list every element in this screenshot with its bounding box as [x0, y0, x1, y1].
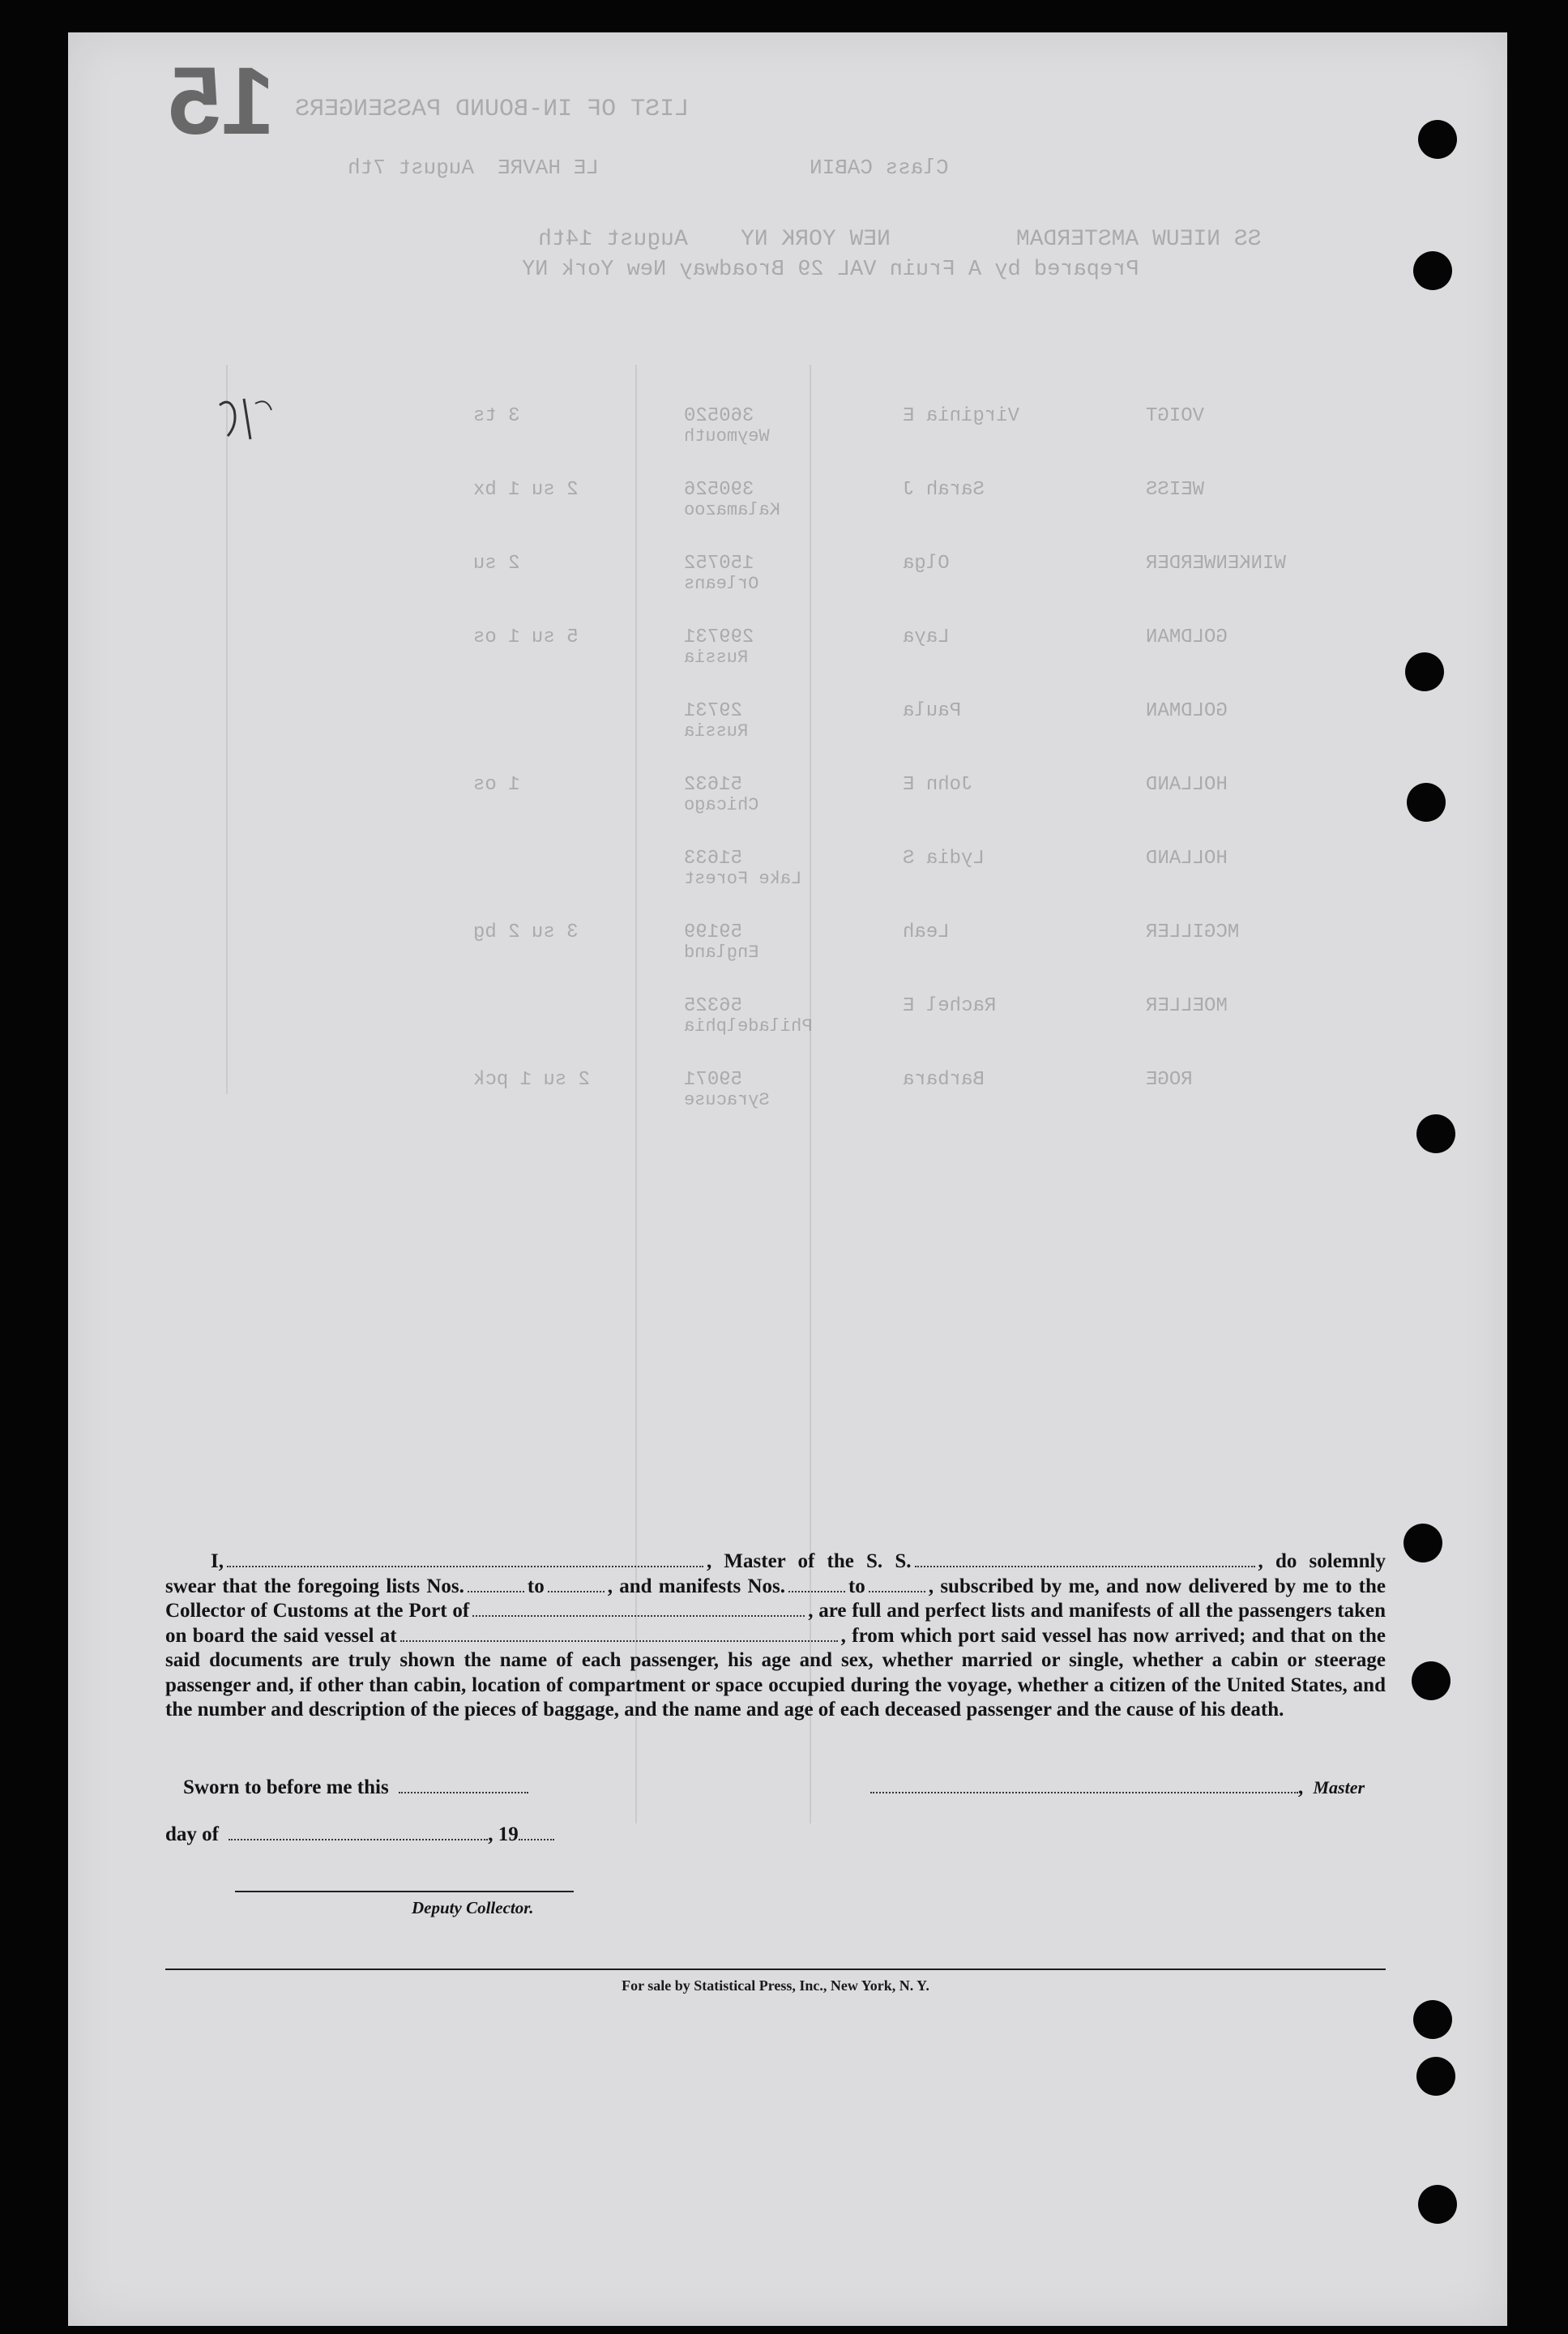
oath-text: , are full and perfect lists and manifests of all the passengers taken on board the said vessel at — [165, 1600, 1386, 1647]
punch-hole — [1404, 1524, 1442, 1562]
oath-text: to — [848, 1575, 865, 1597]
punch-hole — [1405, 652, 1444, 691]
ghost-cell-given: Laya — [903, 626, 950, 648]
oath-text: I, — [211, 1550, 224, 1572]
ghost-header-title: LIST OF IN-BOUND PASSENGERS — [295, 96, 690, 123]
port-of-blank[interactable] — [472, 1614, 805, 1617]
master-signature-blank[interactable] — [870, 1791, 1298, 1793]
ghost-cell-num: 59071 — [684, 1069, 743, 1091]
ghost-cell-place: England — [684, 943, 759, 963]
ghost-cell-place: Kalamazoo — [684, 500, 780, 520]
handwritten-mark — [210, 389, 283, 446]
ghost-cell-num: 51633 — [684, 848, 743, 870]
oath-text: to — [527, 1575, 545, 1597]
oath-paragraph — [165, 1550, 1386, 1723]
vessel-name-blank[interactable] — [915, 1565, 1255, 1567]
deputy-signature-line[interactable] — [235, 1891, 574, 1892]
ghost-cell-surname: MOELLER — [1146, 995, 1228, 1017]
ghost-cell-code: 2 su — [473, 553, 520, 575]
ghost-cell-surname: MCGILLER — [1146, 921, 1240, 943]
ghost-cell-code: 3 su 2 bg — [473, 921, 579, 943]
master-signature-line: , Master — [870, 1776, 1365, 1799]
sworn-label: Sworn to before me this — [183, 1776, 389, 1798]
ghost-prepared-by: Prepared by A Fruin VAL 29 Broadway New York NY — [522, 258, 1139, 282]
punch-hole — [1413, 251, 1452, 290]
list-to-blank[interactable] — [548, 1590, 605, 1592]
ghost-cell-num: 150752 — [684, 553, 754, 575]
punch-hole — [1418, 120, 1457, 159]
ghost-cell-given: Barbara — [903, 1069, 985, 1091]
oath-text: , from which port said vessel has now arrived; and that on the said documents are truly shown the name of each passenger, his age and sex, whether married or single, whether a cabin or steerage passenger and, if other than cabin, location of compartment or space occupied during the voyage, whether a citizen of the United States, and the number and description of the pieces of baggage, and the name and age of each deceased passenger and the cause of his death. — [165, 1624, 1386, 1721]
ghost-cell-surname: GOLDMAN — [1146, 700, 1228, 722]
ghost-cell-num: 56325 — [684, 995, 743, 1017]
ghost-cell-code: 1 os — [473, 774, 520, 796]
ghost-cell-place: Chicago — [684, 795, 759, 815]
ghost-cell-place: Orleans — [684, 574, 759, 594]
ghost-cell-num: 390526 — [684, 479, 754, 501]
ghost-rule — [226, 365, 228, 1094]
master-name-blank[interactable] — [227, 1565, 703, 1567]
ghost-cell-place: Weymouth — [684, 426, 770, 447]
ghost-cell-given: Virginia E — [903, 405, 1020, 427]
footer-imprint: For sale by Statistical Press, Inc., New York, N. Y. — [622, 1977, 929, 1994]
ghost-cell-place: Russia — [684, 721, 749, 742]
master-label: Master — [1313, 1777, 1365, 1798]
punch-hole — [1416, 2057, 1455, 2096]
ghost-cell-given: Sarah J — [903, 479, 985, 501]
day-of-blank[interactable] — [229, 1838, 488, 1840]
ghost-cell-surname: ROGE — [1146, 1069, 1193, 1091]
day-of-line — [165, 1823, 554, 1846]
footer-rule — [165, 1969, 1386, 1970]
ghost-cell-num: 59199 — [684, 921, 743, 943]
ghost-cell-code: 2 su 1 bx — [473, 479, 579, 501]
punch-hole — [1413, 2000, 1452, 2039]
ghost-date-from: August 7th — [348, 156, 475, 180]
deputy-collector-label: Deputy Collector. — [412, 1898, 534, 1917]
page-number-stamp: 15 — [168, 48, 275, 155]
day-of-label: day of — [165, 1823, 219, 1845]
punch-hole — [1418, 2185, 1457, 2224]
ghost-cell-num: 360520 — [684, 405, 754, 427]
punch-hole — [1412, 1661, 1451, 1700]
ghost-cell-code: 3 ts — [473, 405, 520, 427]
ghost-cell-given: Leah — [903, 921, 950, 943]
ghost-cell-given: Paula — [903, 700, 962, 722]
punch-hole — [1407, 783, 1446, 822]
oath-text: , do solemnly swear that the foregoing lists Nos. — [165, 1550, 1386, 1597]
ghost-cell-surname: HOLLAND — [1146, 774, 1228, 796]
ghost-cell-surname: WINKENWERDER — [1146, 553, 1286, 575]
ghost-cell-code: 2 su 1 pck — [473, 1069, 591, 1091]
year-blank[interactable] — [519, 1838, 554, 1840]
ghost-cell-given: Olga — [903, 553, 950, 575]
ghost-cell-place: Syracuse — [684, 1090, 770, 1110]
year-prefix: , 19 — [488, 1823, 519, 1845]
oath-text: , Master of the S. S. — [706, 1550, 912, 1572]
oath-text: , subscribed by me, and now delivered by me to the Collector of Customs at the Port of — [165, 1575, 1386, 1622]
ghost-cell-given: John E — [903, 774, 973, 796]
ghost-port-from: LE HAVRE — [498, 156, 599, 180]
punch-hole — [1416, 1114, 1455, 1153]
ghost-cell-given: Lydia S — [903, 848, 985, 870]
oath-text: , and manifests Nos. — [607, 1575, 785, 1597]
ghost-cell-place: Lake Forest — [684, 869, 802, 889]
ghost-cell-code: 5 su 1 os — [473, 626, 579, 648]
ghost-date-to: August 14th — [538, 227, 688, 252]
ghost-port-to: NEW YORK NY — [741, 227, 891, 252]
sworn-line — [183, 1776, 528, 1799]
ghost-cell-surname: WEISS — [1146, 479, 1205, 501]
ghost-cell-surname: GOLDMAN — [1146, 626, 1228, 648]
ghost-class: Class CABIN — [810, 156, 949, 180]
ghost-cell-surname: HOLLAND — [1146, 848, 1228, 870]
ghost-cell-num: 299731 — [684, 626, 754, 648]
ghost-cell-num: 29731 — [684, 700, 743, 722]
sworn-date-blank[interactable] — [399, 1791, 528, 1793]
ghost-cell-surname: VOIGT — [1146, 405, 1205, 427]
manifest-from-blank[interactable] — [788, 1590, 845, 1592]
list-from-blank[interactable] — [468, 1590, 524, 1592]
ghost-cell-given: Rachel E — [903, 995, 997, 1017]
ghost-vessel: SS NIEUW AMSTERDAM — [1016, 227, 1262, 252]
manifest-to-blank[interactable] — [869, 1590, 925, 1592]
ghost-cell-num: 51632 — [684, 774, 743, 796]
ghost-cell-place: Russia — [684, 648, 749, 668]
ghost-cell-place: Philadelphia — [684, 1016, 813, 1037]
vessel-at-blank[interactable] — [400, 1639, 838, 1642]
